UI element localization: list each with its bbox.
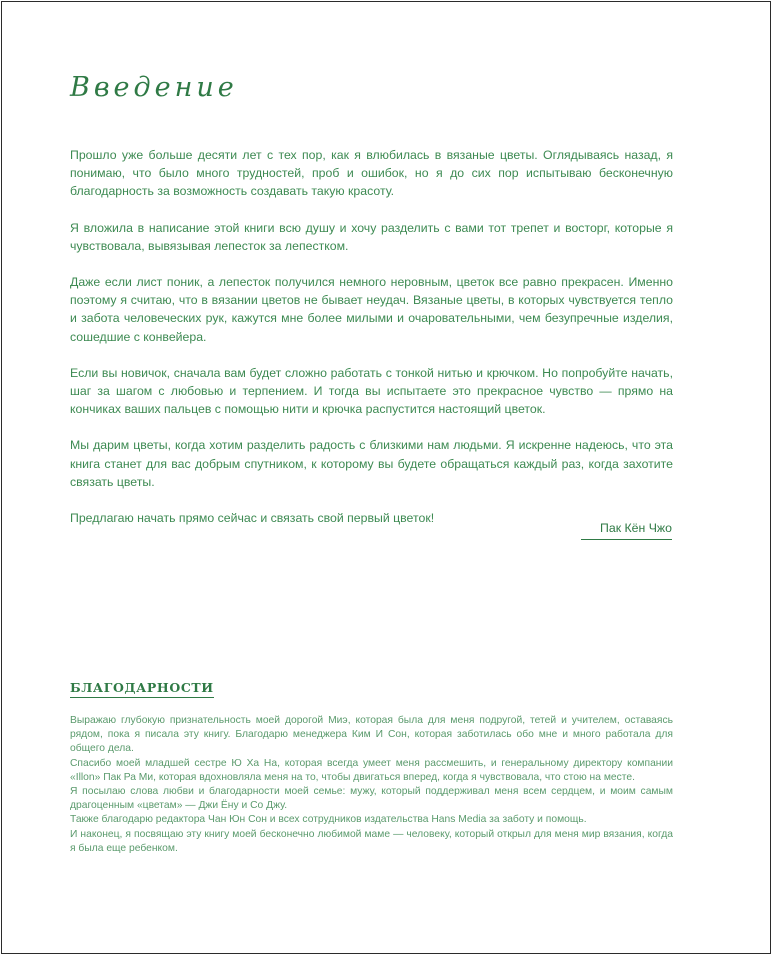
- intro-paragraph: Мы дарим цветы, когда хотим разделить радость с близкими нам людьми. Я искренне надеюсь, что эта книга станет для вас добрым спутником, к которому вы будете обращаться каждый раз, когда захотите связать цветы.: [70, 438, 673, 489]
- acknowledgement-paragraph: Я посылаю слова любви и благодарности моей семье: мужу, который поддерживал меня всем сердцем, и моим самым драгоценным «цветам» — Джи Ёну и Со Джу.: [70, 786, 673, 812]
- intro-paragraph: Я вложила в написание этой книги всю душу и хочу разделить с вами тот трепет и восторг, которые я чувствовала, вывязывая лепесток за лепестком.: [70, 220, 673, 253]
- author-signature: Пак Кён Чжо: [581, 519, 672, 540]
- intro-paragraph: Даже если лист поник, а лепесток получился немного неровным, цветок все равно прекрасен. Именно поэтому я считаю, что в вязании цветов не бывает неудач. Вязаные цветы, в которых чувствуется тепло и забота человеческих рук, кажутся мне более милыми и очаровательными, чем безупречные изделия, сошедшие с конвейера.: [70, 275, 673, 344]
- acknowledgements-section: [70, 714, 673, 856]
- intro-paragraph: Если вы новичок, сначала вам будет сложно работать с тонкой нитью и крючком. Но попробуйте начать, шаг за шагом с любовью и терпением. И тогда вы испытаете это прекрасное чувство — прямо на кончиках ваших пальцев с помощью нити и крючка распустится настоящий цветок.: [70, 365, 673, 417]
- intro-paragraph: Прошло уже больше десяти лет с тех пор, как я влюбилась в вязаные цветы. Оглядываясь назад, я понимаю, что было много трудностей, проб и ошибок, но я до сих пор испытываю бесконечную благодарность за возможность создавать такую красоту.: [70, 148, 673, 199]
- page-title: Введение: [70, 72, 238, 103]
- acknowledgements-heading: БЛАГОДАРНОСТИ: [70, 680, 214, 698]
- acknowledgement-paragraph: Также благодарю редактора Чан Юн Сон и всех сотрудников издательства Hans Media за заботу и помощь.: [70, 814, 587, 826]
- acknowledgement-paragraph: И наконец, я посвящаю эту книгу моей бесконечно любимой маме — человеку, который открыл для меня мир вязания, когда я была еще ребенком.: [70, 828, 673, 854]
- acknowledgement-paragraph: Спасибо моей младшей сестре Ю Ха На, которая всегда умеет меня рассмешить, и генеральному директору компании «Illon» Пак Ра Ми, которая вдохновляла меня на то, чтобы двигаться вперед, когда я чувствовала, что стою на месте.: [70, 757, 673, 783]
- intro-section: [70, 146, 673, 545]
- acknowledgement-paragraph: Выражаю глубокую признательность моей дорогой Миэ, которая была для меня подругой, тетей и учителем, оставаясь рядом, пока я писала эту книгу. Благодарю менеджера Ким И Сон, которая заботилась обо мне и много работала для общего дела.: [70, 715, 673, 755]
- intro-paragraph: Предлагаю начать прямо сейчас и связать свой первый цветок!: [70, 511, 435, 526]
